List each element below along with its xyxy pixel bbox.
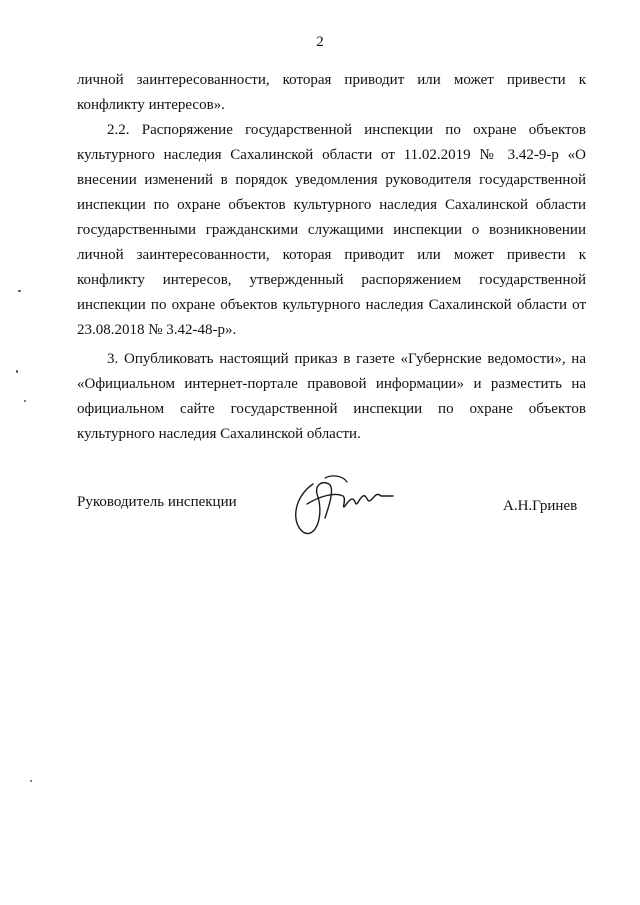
signer-name: А.Н.Гринев: [503, 498, 578, 514]
scan-speck: [24, 400, 26, 402]
handwritten-signature: [285, 466, 400, 541]
scan-speck: [16, 370, 18, 373]
paragraph-item-2-2: 2.2. Распоряжение государственной инспекции по охране объектов культурного наследия Сахалинской области от 11.02.2019 № 3.42-9-р «О внесении изменений в порядок уведомления руководителя государственной инспекции по охране объектов культурного наследия Сахалинской области государственными гражданскими служащими инспекции о возникновении личной заинтересованности, которая приводит или может привести к конфликту интересов, утвержденный распоряжением государственной инспекции по охране объектов культурного наследия Сахалинской области от 23.08.2018 № 3.42-48-р».: [77, 122, 586, 338]
paragraph-continuation: личной заинтересованности, которая приводит или может привести к конфликту интересов».: [77, 72, 586, 113]
scan-speck: [18, 290, 21, 292]
page-number: 2: [316, 34, 324, 50]
paragraph-item-3: 3. Опубликовать настоящий приказ в газете «Губернские ведомости», на «Официальном интернет-портале правовой информации» и разместить на официальном сайте государственной инспекции по охране объектов культурного наследия Сахалинской области.: [77, 351, 586, 442]
position-title: Руководитель инспекции: [77, 494, 237, 510]
scan-speck: [30, 780, 32, 782]
